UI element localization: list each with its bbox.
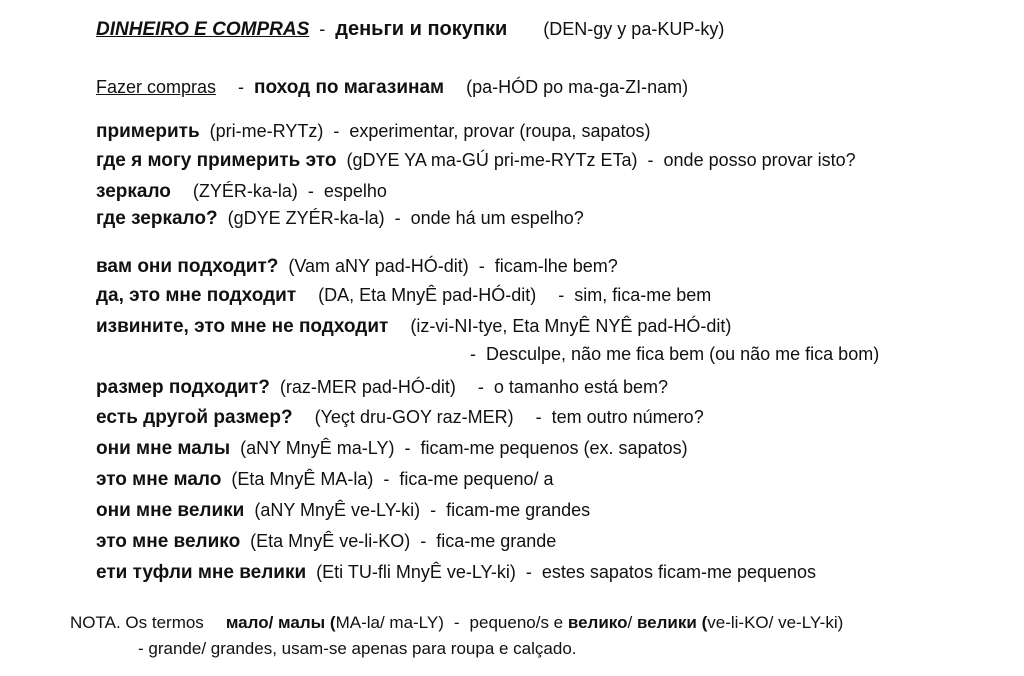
entry-russian: где я могу примерить это bbox=[96, 150, 337, 171]
entry-pronunciation: (aNY MnyÊ ve-LY-ki) bbox=[254, 500, 421, 520]
entry-row: вам они подходит? (Vam aNY pad-HÓ-dit) - ficam-lhe bem? bbox=[96, 256, 618, 277]
entry-pronunciation: (raz-MER pad-HÓ-dit) bbox=[279, 377, 456, 397]
entry-russian: ети туфли мне велики bbox=[96, 562, 307, 583]
entry-row: это мне мало (Eta MnyÊ MA-la) - fica-me pequeno/ a bbox=[96, 469, 554, 490]
entry-translation: o tamanho está bem? bbox=[493, 377, 669, 397]
entry-pronunciation: (ZYÉR-ka-la) bbox=[192, 181, 298, 201]
entry-russian: это мне велико bbox=[96, 531, 241, 552]
entry-pronunciation: (gDYE ZYÉR-ka-la) bbox=[227, 208, 385, 228]
note-line-1: NOTA. Os termos мало/ малы (MA-la/ ma-LY) - pequeno/s e велико/ велики (ve-li-KO/ ve-LY-ki) bbox=[70, 613, 844, 632]
entry-russian: они мне малы bbox=[96, 438, 231, 459]
note-paren-open-2: ( bbox=[701, 613, 708, 632]
entry-pronunciation: (aNY MnyÊ ma-LY) bbox=[240, 438, 395, 458]
entry-row: примерить (pri-me-RYTz) - experimentar, provar (roupa, sapatos) bbox=[96, 121, 651, 142]
entry-row: есть другой размер? (Yeçt dru-GOY raz-MER) - tem outro número? bbox=[96, 407, 704, 428]
entry-pronunciation: (Eta MnyÊ ve-li-KO) bbox=[250, 531, 411, 551]
entry-translation: fica-me pequeno/ a bbox=[399, 469, 554, 489]
note-line-2: - grande/ grandes, usam-se apenas para roupa e calçado. bbox=[138, 639, 577, 658]
note-term-small: мало/ малы bbox=[225, 613, 326, 632]
entry-translation: sim, fica-me bem bbox=[574, 285, 712, 305]
entry-row bbox=[96, 315, 731, 338]
entry-pronunciation: (Yeçt dru-GOY raz-MER) bbox=[314, 407, 514, 427]
entry-translation: experimentar, provar (roupa, sapatos) bbox=[349, 121, 651, 141]
entry-translation: tem outro número? bbox=[551, 407, 704, 427]
entry-russian: они мне велики bbox=[96, 500, 245, 521]
entry-russian: есть другой размер? bbox=[96, 407, 293, 428]
entry-pronunciation: (DA, Eta MnyÊ pad-HÓ-dit) bbox=[318, 285, 537, 305]
subheader-line: Fazer compras - поход по магазинам (pa-HÓD po ma-ga-ZI-nam) bbox=[96, 77, 689, 98]
note-term-big-pronunciation: ve-li-KO/ ve-LY-ki) bbox=[707, 613, 844, 632]
entry-pronunciation: (pri-me-RYTz) bbox=[209, 121, 324, 141]
entry-row: размер подходит? (raz-MER pad-HÓ-dit) - o tamanho está bem? bbox=[96, 377, 669, 398]
entry-russian: где зеркало? bbox=[96, 208, 218, 229]
entry-row: они мне велики (aNY MnyÊ ve-LY-ki) - ficam-me grandes bbox=[96, 500, 591, 521]
note-slash: / bbox=[627, 613, 633, 632]
note-paren-open: ( bbox=[329, 613, 336, 632]
entry-translation: espelho bbox=[323, 181, 387, 201]
entry-translation: fica-me grande bbox=[436, 531, 557, 551]
note-prefix: NOTA. Os termos bbox=[70, 613, 204, 632]
entry-row: да, это мне подходит (DA, Eta MnyÊ pad-HÓ-dit) - sim, fica-me bem bbox=[96, 285, 712, 306]
entry-translation: ficam-me pequenos (ex. sapatos) bbox=[420, 438, 688, 458]
note-term-small-translation: pequeno/s e bbox=[469, 613, 564, 632]
entry-russian: размер подходит? bbox=[96, 377, 270, 398]
header-line: DINHEIRO E COMPRAS - деньги и покупки (DEN-gy y pa-KUP-ky) bbox=[96, 18, 725, 40]
entry-pronunciation: (Eta MnyÊ MA-la) bbox=[231, 469, 374, 489]
note-term-big: велико bbox=[567, 613, 628, 632]
entry-translation: ficam-lhe bem? bbox=[494, 256, 618, 276]
entry-pronunciation: (Eti TU-fli MnyÊ ve-LY-ki) bbox=[316, 562, 516, 582]
entry-translation: onde posso provar isto? bbox=[663, 150, 856, 170]
subheader-russian: поход по магазинам bbox=[254, 77, 445, 98]
entry-russian: да, это мне подходит bbox=[96, 285, 297, 306]
entry-row: где я могу примерить это (gDYE YA ma-GÚ pri-me-RYTz ETa) - onde posso provar isto? bbox=[96, 150, 856, 171]
entry-row: ети туфли мне велики (Eti TU-fli MnyÊ ve-LY-ki) - estes sapatos ficam-me pequenos bbox=[96, 562, 817, 583]
entry-russian: это мне мало bbox=[96, 469, 222, 490]
entry-row-continuation: - Desculpe, não me fica bem (ou não me fica bom) bbox=[470, 344, 880, 364]
entry-row: зеркало (ZYÉR-ka-la) - espelho bbox=[96, 181, 387, 202]
entry-russian: извините, это мне не подходит bbox=[96, 316, 389, 337]
entry-pronunciation: (Vam aNY pad-HÓ-dit) bbox=[288, 256, 469, 276]
entry-pronunciation: (iz-vi-NI-tye, Eta MnyÊ NYÊ pad-HÓ-dit) bbox=[410, 316, 732, 336]
note-term-small-pronunciation: MA-la/ ma-LY) bbox=[335, 613, 444, 632]
entry-russian: вам они подходит? bbox=[96, 256, 279, 277]
entry-row: они мне малы (aNY MnyÊ ma-LY) - ficam-me pequenos (ex. sapatos) bbox=[96, 438, 688, 459]
entry-translation: onde há um espelho? bbox=[410, 208, 584, 228]
entry-russian: зеркало bbox=[96, 181, 171, 202]
entry-row: это мне велико (Eta MnyÊ ve-li-KO) - fica-me grande bbox=[96, 531, 557, 552]
subheader-pronunciation: (pa-HÓD po ma-ga-ZI-nam) bbox=[466, 77, 689, 97]
subheader-portuguese: Fazer compras bbox=[96, 77, 217, 97]
entry-translation: estes sapatos ficam-me pequenos bbox=[541, 562, 817, 582]
entry-translation: ficam-me grandes bbox=[446, 500, 591, 520]
entry-russian: примерить bbox=[96, 121, 200, 142]
title-pronunciation: (DEN-gy y pa-KUP-ky) bbox=[543, 19, 725, 39]
title-russian: деньги и покупки bbox=[335, 18, 508, 40]
entry-translation: Desculpe, não me fica bem (ou não me fica bom) bbox=[486, 344, 880, 364]
entry-row: где зеркало? (gDYE ZYÉR-ka-la) - onde há um espelho? bbox=[96, 208, 584, 229]
note-term-big-plural: велики bbox=[636, 613, 697, 632]
title-portuguese: DINHEIRO E COMPRAS bbox=[96, 19, 310, 40]
entry-pronunciation: (gDYE YA ma-GÚ pri-me-RYTz ETa) bbox=[346, 150, 638, 170]
